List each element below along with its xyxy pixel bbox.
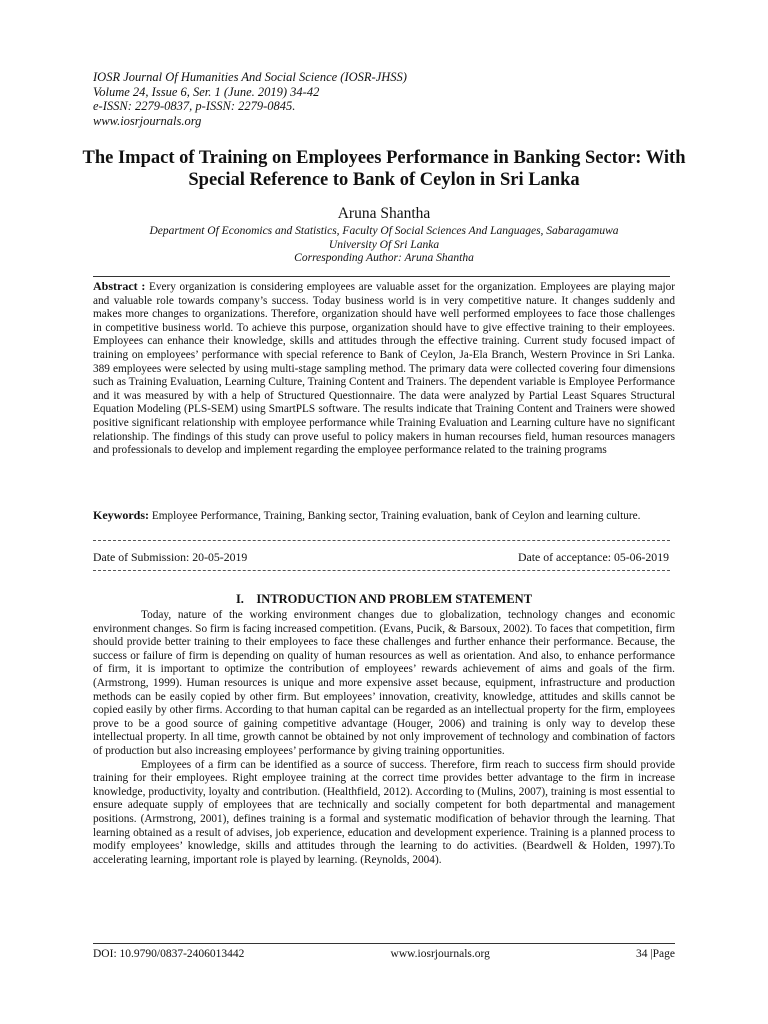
journal-website: www.iosrjournals.org — [93, 113, 202, 128]
author-name: Aruna Shantha — [337, 205, 431, 222]
paragraph: Employees of a firm can be identified as a source of success. Therefore, firm reach to success firm should provide training for their employees. Right employee training at the correct time provides better advantage to the firm in increase knowledge, productivity, loyalty and contribution. (Healthfield, 2012). According to (Mulins, 2007), training is most essential to ensure adequate supply of employees that are technically and socially competent for both departmental and management positions. (Armstrong, 2001), defines training is a formal and systematic modification of behavior through the learning. That learning obtained as a result of advises, job experience, education and development experience. Training is a planned process to modify employees’ knowledge, skills and attitudes through the learning to do activities. (Beardwell & Holden, 1997).To accelerating learning, important role is played by learning. (Reynolds, 2004). — [93, 758, 675, 866]
dates-row — [93, 550, 669, 565]
section-heading: I. INTRODUCTION AND PROBLEM STATEMENT — [235, 592, 533, 606]
keywords — [93, 509, 675, 524]
journal-header — [93, 70, 407, 128]
dates-top-divider — [93, 540, 670, 541]
keywords-text: Employee Performance, Training, Banking sector, Training evaluation, bank of Ceylon and learning culture. — [151, 510, 641, 522]
abstract-text: Every organization is considering employees are valuable asset for the organization. Employees are playing major and valuable role towards company’s success. Today business world is in very competitive nature. It changes suddenly and makes more changes to organizations. Therefore, organization should have well performed employees to face those challenges in competitive business world. To achieve this purpose, organization should have to give effective training to their employees. Employees can enhance their knowledge, skills and attitudes through the effective training. Current study focused impact of training on employees’ performance with special reference to Bank of Ceylon, Ja-Ela Branch, Western Province in Sri Lanka. 389 employees were selected by using multi-stage sampling method. The primary data were collected covering four dimensions such as Training Evaluation, Learning Culture, Training Content and Trainers. The dependent variable is Employee Performance and it was measured by with a help of Structured Questionnaire. The data were analyzed by Partial Least Squares Structural Equation Modeling (PLS-SEM) using SmartPLS software. The results indicate that Training Content and Trainers were showed positive significant relationship with employee performance while Training Evaluation and Learning culture have no significant relationship. The findings of this study can prove useful to policy makers in human recourses field, human resources managers and professionals to develop and implement regarding the employee performance related to the training programs — [93, 281, 676, 457]
abstract-top-rule — [93, 276, 670, 277]
affiliation-university: University Of Sri Lanka — [328, 238, 440, 251]
footer-website: www.iosrjournals.org — [390, 948, 490, 960]
keywords-label: Keywords: — [93, 508, 149, 522]
date-of-submission: Date of Submission: 20-05-2019 — [93, 550, 248, 564]
dates-bottom-divider — [93, 570, 670, 571]
journal-issn: e-ISSN: 2279-0837, p-ISSN: 2279-0845. — [93, 99, 296, 113]
abstract-label: Abstract : — [93, 279, 146, 293]
journal-volume: Volume 24, Issue 6, Ser. 1 (June. 2019) 34-42 — [93, 84, 320, 99]
page-footer — [93, 943, 675, 960]
date-of-acceptance: Date of acceptance: 05-06-2019 — [518, 550, 669, 564]
abstract — [93, 280, 675, 458]
footer-doi: DOI: 10.9790/0837-2406013442 — [93, 948, 245, 960]
author-affiliation — [90, 225, 678, 266]
paper-title: The Impact of Training on Employees Performance in Banking Sector: With Special Reference to Bank of Ceylon in Sri Lanka — [82, 148, 686, 190]
body-text — [93, 609, 675, 867]
paragraph: Today, nature of the working environment changes due to globalization, technology changes and economic environment changes. So firm is facing increased competition. (Evans, Pucik, & Barsoux, 2002). To faces that competition, firm should provide better training to their employees to face these challenges and further enhance their performance. Because, the success or failure of firm is depending on quality of human resources as well as orientation. And also, to enhance performance of firm, it is important to optimize the contribution of employees’ rewards achievement of aims and goals of the firm. (Armstrong, 1999). Human resources is unique and more expensive asset because, equipment, infrastructure and production methods can be easily copied by other firm. But employees’ innovation, creativity, knowledge, attitudes and skills cannot be copied easily by other firms. According to that human capital can be regarded as an intellectual property for the firm, employees prove to be a good source of gaining competitive advantage (Houger, 2006) and training is only way to develop these intellectual property. In all time, growth cannot be obtained by not only improvement of technology and combination of factors of production but also increasing employees’ performance by giving training opportunities. — [93, 609, 675, 757]
corresponding-author: Corresponding Author: Aruna Shantha — [294, 252, 474, 264]
footer-page-number: 34 |Page — [635, 948, 675, 960]
affiliation-department: Department Of Economics and Statistics, Faculty Of Social Sciences And Languages, Sabaragamuwa — [149, 225, 619, 237]
journal-name: IOSR Journal Of Humanities And Social Science (IOSR-JHSS) — [93, 70, 407, 84]
